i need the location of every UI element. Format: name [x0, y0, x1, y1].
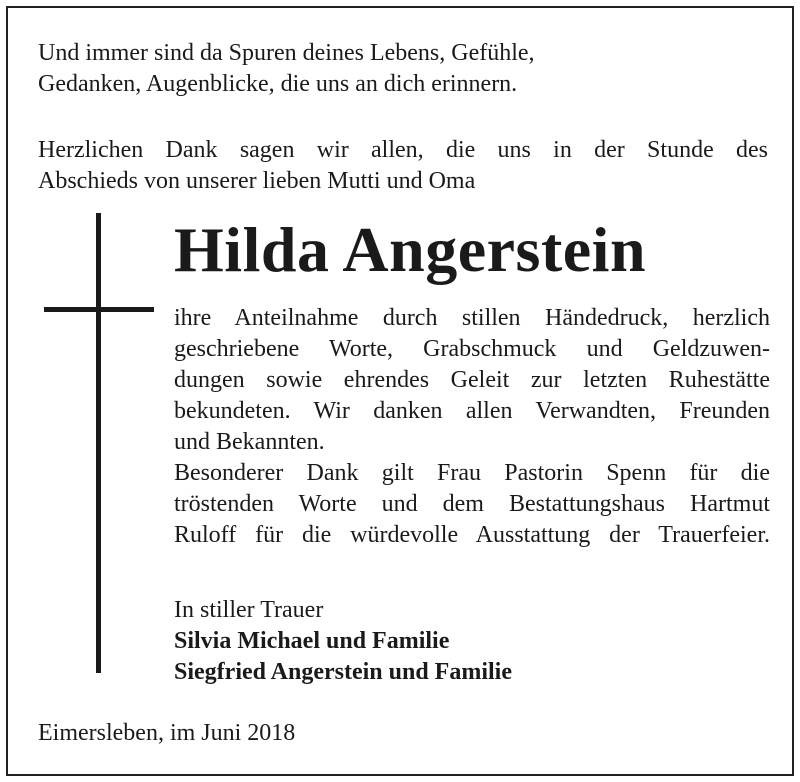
thanks-line: Herzlichen Dank sagen wir allen, die uns in der Stunde des — [38, 137, 768, 163]
thanks-intro — [38, 135, 768, 197]
body-line: Besonderer Dank gilt Frau Pastorin Spenn für die — [174, 460, 770, 486]
deceased-name: Hilda Angerstein — [174, 214, 647, 285]
cross-vertical-bar — [96, 213, 101, 673]
body-line: bekundeten. Wir danken allen Verwandten, Freunden — [174, 398, 770, 424]
body-line: geschriebene Worte, Grabschmuck und Geldzuwen- — [174, 336, 770, 362]
mourner-family: Silvia Michael und Familie — [174, 628, 450, 654]
signoff-intro: In stiller Trauer — [174, 597, 324, 623]
cross-horizontal-bar — [44, 307, 154, 312]
obituary-notice — [6, 6, 794, 776]
thanks-body — [174, 303, 770, 551]
memorial-verse — [38, 38, 778, 100]
verse-line: Gedanken, Augenblicke, die uns an dich erinnern. — [38, 71, 518, 97]
body-line: tröstenden Worte und dem Bestattungshaus Hartmut — [174, 491, 770, 517]
verse-line: Und immer sind da Spuren deines Lebens, Gefühle, — [38, 40, 535, 66]
signoff — [174, 595, 512, 688]
mourner-family: Siegfried Angerstein und Familie — [174, 659, 512, 685]
cross-icon — [44, 213, 154, 673]
body-line: und Bekannten. — [174, 429, 325, 455]
body-line: Ruloff für die würdevolle Ausstattung der Trauerfeier. — [174, 522, 770, 548]
body-line: dungen sowie ehrendes Geleit zur letzten Ruhestätte — [174, 367, 770, 393]
body-line: ihre Anteilnahme durch stillen Händedruck, herzlich — [174, 305, 770, 331]
place-date: Eimersleben, im Juni 2018 — [38, 720, 296, 746]
thanks-line: Abschieds von unserer lieben Mutti und Oma — [38, 168, 476, 194]
